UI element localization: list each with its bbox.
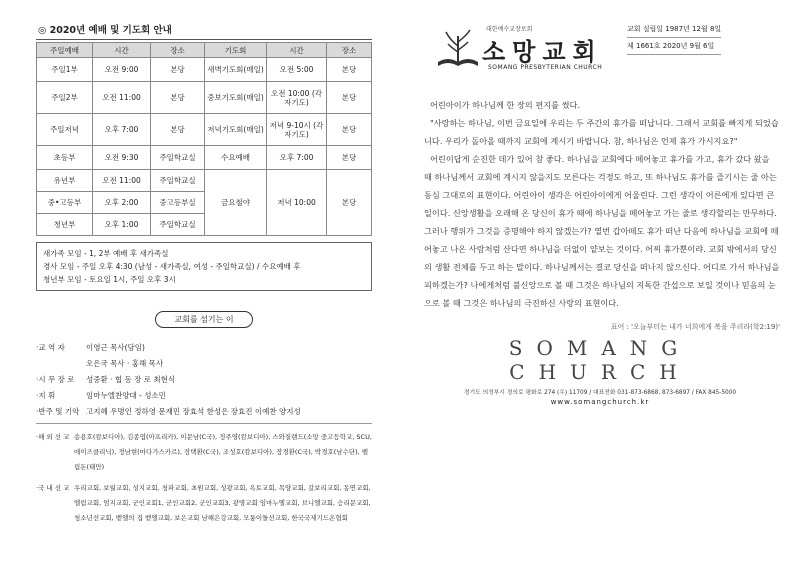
- service-name: 주일1부: [37, 58, 93, 82]
- service-place: 주일학교실: [151, 214, 205, 236]
- table-header: 시간: [93, 43, 151, 58]
- prayer-name: 중보기도회(매일): [205, 82, 267, 114]
- staff-names: 임마누엘찬양대 - 성소민: [86, 391, 166, 400]
- mission-type: ·국 내 선 교: [36, 484, 70, 492]
- prayer-place: 본당: [327, 82, 372, 114]
- table-header: 장소: [151, 43, 205, 58]
- table-row: [37, 146, 372, 170]
- right-page: [420, 18, 780, 406]
- worship-schedule-table: [36, 42, 372, 236]
- service-time: 오전 9:00: [93, 58, 151, 82]
- service-name: 청년부: [37, 214, 93, 236]
- staff-role: ·교 역 자: [36, 343, 65, 352]
- staff-names: 고지혜 우명인 정하영 문재민 장효석 한성은 장효진 이예찬 양지성: [86, 407, 301, 416]
- table-row: [37, 82, 372, 114]
- gathering-item: 청년부 모임 - 토요일 1시, 주일 오후 3시: [43, 275, 176, 284]
- prayer-time: 오후 7:00: [267, 146, 327, 170]
- issue-number: 제 1661호 2020년 9월 6일: [627, 38, 721, 55]
- service-name: 주일2부: [37, 82, 93, 114]
- worship-notice-title: ◎ 2020년 예배 및 기도회 안내: [36, 18, 372, 40]
- list-item: [36, 358, 372, 369]
- gatherings-box: [36, 242, 372, 291]
- footer-address: 경기도 의정부시 경의로 평화로 274 (우) 11709 / 대표전화 031-873-6868, 873-6897 / FAX 845-5000: [463, 390, 737, 396]
- footer-church-name: SOMANG CHURCH: [508, 336, 692, 384]
- list-item: [36, 342, 372, 353]
- service-name: 중•고등부: [37, 192, 93, 214]
- service-place: 주일학교실: [151, 170, 205, 192]
- prayer-place: 본당: [327, 58, 372, 82]
- church-name: 소망교회: [482, 38, 603, 66]
- service-place: 본당: [151, 82, 205, 114]
- gathering-item: 경사 모임 - 주일 오후 4:30 (남성 - 새가족실, 여성 - 주일학교실) / 수요예배 후: [43, 262, 301, 271]
- table-header: 주일예배: [37, 43, 93, 58]
- bulletin-header: [420, 18, 780, 80]
- staff-names: 성중환 · 협 동 장 로 최현식: [86, 375, 176, 384]
- service-time: 오후 1:00: [93, 214, 151, 236]
- staff-names: 이영근 목사(담임): [86, 343, 145, 352]
- service-place: 본당: [151, 58, 205, 82]
- mission-names: 우리교회, 보월교회, 성지교회, 청파교회, 초원교회, 성광교회, 옥토교회, 목양교회, 갈보리교회, 동연교회, 엘림교회, 엄지교회, 군인교회1, 군인교회2, 군인교회3, 광명교회 임마누엘교회, 브니엘교회, 승리문교회, 청소년선교회, 벧엘의 집 벧엘교회, 보은교회 남해은강교회, 모퉁이돌선교회, 한국국제기드온협회: [74, 484, 371, 522]
- serve-title-label: 교회를 섬기는 이: [155, 311, 252, 328]
- prayer-place: 본당: [327, 114, 372, 146]
- staff-role: [36, 358, 86, 369]
- bulletin-meta: [627, 18, 721, 55]
- cover-motto: 표어 : '오늘부터는 내가 너희에게 복을 주리라(학2:19)': [610, 323, 780, 331]
- prayer-name: 저녁기도회(매일): [205, 114, 267, 146]
- table-row: [37, 58, 372, 82]
- service-time: 오전 11:00: [93, 170, 151, 192]
- table-row: [37, 114, 372, 146]
- service-name: 유년부: [37, 170, 93, 192]
- prayer-name: 금요철야: [205, 170, 267, 236]
- staff-names: 오은국 목사 · 홍해 목사: [86, 359, 164, 368]
- service-time: 오전 11:00: [93, 82, 151, 114]
- prayer-name: 수요예배: [205, 146, 267, 170]
- staff-role: ·반주 및 기악: [36, 407, 80, 416]
- service-name: 주일저녁: [37, 114, 93, 146]
- mission-names: 송용호(캄보디아), 김종엽(아프리카), 이문남(C국), 정주영(캄보디아), 스와질랜드(소망 중고등학교, SCU, 에이즈클리닉), 정남현(마다가스카르), 장택환(C국), 조성호(캄보디아), 장경환(C국), 박경호(남수단), 펠림돈(태만): [74, 433, 372, 471]
- service-place: 본당: [151, 114, 205, 146]
- table-header-row: [37, 43, 372, 58]
- church-english-name: SOMANG PRESBYTERIAN CHURCH: [488, 64, 603, 71]
- church-website-link[interactable]: www.somangchurch.kr: [550, 398, 650, 406]
- table-header: 장소: [327, 43, 372, 58]
- service-time: 오전 9:30: [93, 146, 151, 170]
- prayer-place: 본당: [327, 146, 372, 170]
- missions-list: [36, 430, 372, 526]
- founded-date: 교회 설립일 1987년 12월 8일: [627, 21, 721, 38]
- footer: [420, 336, 780, 406]
- prayer-name: 새벽기도회(매일): [205, 58, 267, 82]
- divider: [36, 423, 372, 424]
- list-item: [36, 406, 372, 417]
- list-item: [36, 390, 372, 401]
- list-item: [36, 481, 372, 526]
- staff-role: ·지 휘: [36, 391, 56, 400]
- denomination-tagline: 대한예수교장로회: [486, 26, 533, 33]
- letter-paragraph: "사랑하는 하나님, 이번 금요일에 우리는 두 주간의 휴가를 떠납니다. 그래서 교회를 빠지게 되었습니다. 우리가 돌아올 때까지 교회에 계시기 바랍니다. 참, 하나님은 언제 휴가 가시지요?": [424, 118, 779, 146]
- service-time: 오후 2:00: [93, 192, 151, 214]
- serve-title: [36, 307, 372, 328]
- prayer-time: 저녁 9-10시 (각자기도): [267, 114, 327, 146]
- service-place: 중고등부실: [151, 192, 205, 214]
- table-row: [37, 170, 372, 192]
- book-tree-icon: [434, 26, 482, 70]
- gathering-item: 새가족 모임 - 1, 2부 예배 후 새가족실: [43, 249, 169, 258]
- staff-list: [36, 342, 372, 417]
- service-time: 오후 7:00: [93, 114, 151, 146]
- service-place: 주일학교실: [151, 146, 205, 170]
- prayer-place: 본당: [327, 170, 372, 236]
- list-item: [36, 374, 372, 385]
- left-page: [36, 18, 372, 532]
- letter-paragraph: 어린아이가 하나님께 한 장의 편지를 썼다.: [430, 100, 581, 110]
- mission-type: ·해 외 선 교: [36, 433, 70, 441]
- column-letter: [420, 96, 780, 312]
- list-item: [36, 430, 372, 475]
- service-name: 초등부: [37, 146, 93, 170]
- prayer-time: 저녁 10:00: [267, 170, 327, 236]
- prayer-time: 오전 5:00: [267, 58, 327, 82]
- table-header: 시간: [267, 43, 327, 58]
- letter-paragraph: 어린이답게 순진한 데가 있어 참 좋다. 하나님을 교회에다 떼어놓고 휴가를 가고, 휴가 갔다 왔을 때 하나님께서 교회에 계시지 않을지도 모른다는 걱정도 하고, 또 하나님도 휴가를 즐기시는 줄 아는 동심 그대로의 표현이다. 어린아이 생각은 어린아이에게 어울린다. 그런 생각이 어른에게 있다면 큰일이다. 신앙생활을 오래해 온 당신이 휴가 때에 하나님을 떼어놓고 가는 줄로 생각할리는 만무하다. 그러나 행위가 그것을 증명해야 하지 않겠는가? 열번 갑아떼도 휴가 떠난 다음에 하나님을 교회에 떼어놓고 나온 사람처럼 산다면 하나님을 더없이 얕보는 것이다. 어찌 휴가뿐이랴. 교회 밖에서의 당신의 생활 전체를 두고 하는 말이다. 하나님께서는 결코 당신을 떠나지 않으신다. 어디로 가서 하나님을 피하겠는가? 나에게처럼 불신앙으로 볼 때 그것은 하나님의 지독한 간섭으로 보일 것이나 믿음의 눈으로 볼 때 그것은 하나님의 극진하신 사랑의 표현이다.: [424, 154, 780, 308]
- prayer-time: 오전 10:00 (각자기도): [267, 82, 327, 114]
- table-header: 기도회: [205, 43, 267, 58]
- staff-role: ·시 무 장 로: [36, 375, 75, 384]
